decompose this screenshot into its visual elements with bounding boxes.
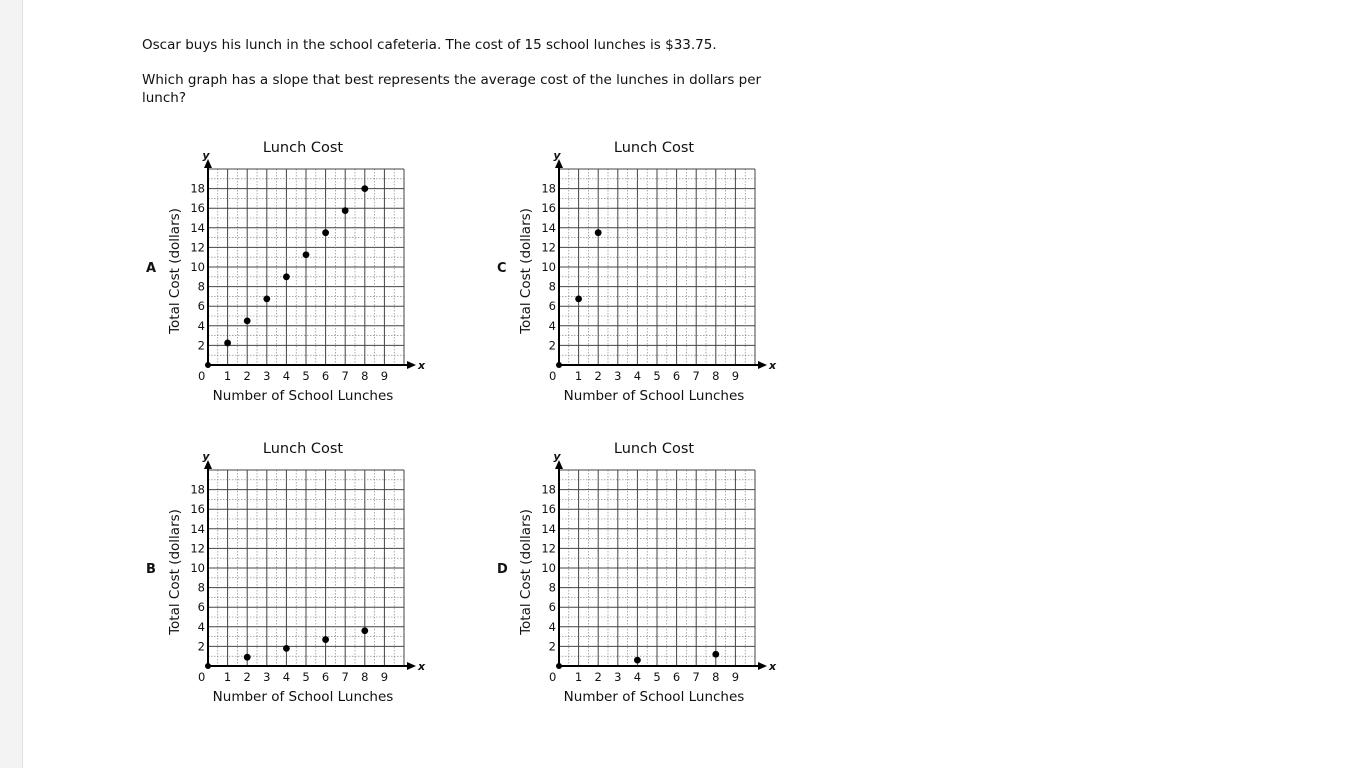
x-tick-label: 5	[653, 670, 661, 684]
x-tick-label: 8	[712, 369, 720, 383]
x-tick-label: 1	[223, 369, 232, 383]
y-tick-label: 12	[541, 240, 556, 255]
y-tick-label: 8	[197, 580, 205, 595]
x-axis-letter: x	[418, 359, 426, 372]
lunch-cost-chart	[140, 135, 430, 410]
x-tick-label: 9	[731, 670, 740, 684]
y-tick-label: 18	[190, 181, 205, 196]
x-axis-label: Number of School Lunches	[212, 388, 394, 404]
y-tick-label: 14	[541, 521, 556, 536]
x-tick-label: 3	[263, 670, 271, 684]
x-tick-label: 8	[712, 670, 720, 684]
x-axis-arrow	[758, 361, 767, 369]
grid	[559, 470, 755, 666]
question-line-1: Oscar buys his lunch in the school cafeteria. The cost of 15 school lunches is $33.75.	[142, 37, 717, 53]
chart-title: Lunch Cost	[262, 140, 344, 156]
x-tick-label: 2	[594, 369, 602, 383]
option-letter: B	[146, 562, 156, 577]
y-tick-label: 2	[197, 639, 205, 654]
option-letter: D	[497, 562, 508, 577]
data-point	[283, 273, 290, 280]
x-tick-label: 3	[263, 369, 271, 383]
y-axis-letter: y	[553, 149, 561, 162]
x-tick-label: 3	[614, 369, 622, 383]
x-tick-label: 8	[361, 369, 369, 383]
grid	[208, 470, 404, 666]
x-axis-letter: x	[769, 660, 777, 673]
data-point	[361, 185, 368, 192]
x-tick-label: 4	[633, 670, 642, 684]
y-tick-label: 12	[190, 240, 205, 255]
x-axis-letter: x	[769, 359, 777, 372]
y-tick-label: 10	[541, 260, 556, 274]
y-tick-label: 16	[541, 201, 556, 216]
y-tick-label: 18	[541, 181, 556, 196]
y-tick-label: 4	[548, 318, 556, 333]
x-axis-arrow	[758, 662, 767, 670]
x-tick-label: 6	[672, 670, 681, 684]
chart-title: Lunch Cost	[262, 441, 344, 457]
y-tick-label: 4	[548, 619, 556, 634]
chart-option-d[interactable]	[491, 436, 781, 715]
lunch-cost-chart	[140, 436, 430, 711]
y-tick-label: 8	[548, 279, 556, 294]
y-tick-label: 16	[541, 502, 556, 517]
lunch-cost-chart	[491, 436, 781, 711]
data-point	[575, 295, 582, 302]
y-tick-label: 4	[197, 619, 205, 634]
data-point	[283, 645, 290, 652]
chart-title: Lunch Cost	[613, 140, 695, 156]
x-tick-label: 6	[321, 369, 330, 383]
question-line-2: Which graph has a slope that best represents the average cost of the lunches in dollars per lunch?	[142, 72, 762, 106]
chart-option-b[interactable]	[140, 436, 430, 715]
y-tick-label: 8	[197, 279, 205, 294]
x-tick-label: 6	[321, 670, 330, 684]
data-point	[712, 651, 719, 658]
x-tick-label: 6	[672, 369, 681, 383]
y-tick-label: 2	[548, 338, 556, 353]
x-tick-label: 2	[243, 369, 251, 383]
y-tick-label: 18	[541, 482, 556, 497]
question-text	[142, 36, 802, 124]
option-letter: A	[146, 261, 157, 276]
x-tick-label: 8	[361, 670, 369, 684]
data-point	[634, 657, 641, 664]
data-point	[303, 251, 310, 258]
x-tick-label: 4	[633, 369, 642, 383]
chart-option-c[interactable]	[491, 135, 781, 414]
x-tick-label: 7	[692, 670, 700, 684]
y-tick-label: 2	[548, 639, 556, 654]
y-tick-label: 6	[197, 299, 205, 314]
y-tick-label: 12	[541, 541, 556, 556]
x-axis-arrow	[407, 361, 416, 369]
y-tick-label: 10	[541, 561, 556, 575]
origin-label: 0	[549, 670, 557, 684]
y-axis-letter: y	[202, 149, 210, 162]
data-point	[244, 654, 251, 661]
x-axis-label: Number of School Lunches	[563, 388, 745, 404]
y-tick-label: 6	[548, 299, 556, 314]
chart-option-a[interactable]	[140, 135, 430, 414]
data-point	[224, 340, 231, 347]
x-tick-label: 2	[594, 670, 602, 684]
lunch-cost-chart	[491, 135, 781, 410]
x-tick-label: 1	[574, 369, 583, 383]
data-point	[322, 229, 329, 236]
y-tick-label: 14	[190, 521, 205, 536]
y-tick-label: 14	[541, 220, 556, 235]
y-tick-label: 6	[197, 600, 205, 615]
x-tick-label: 5	[302, 369, 310, 383]
x-tick-label: 7	[341, 369, 349, 383]
y-tick-label: 10	[190, 561, 205, 575]
y-axis-letter: y	[553, 450, 561, 463]
left-gutter	[0, 0, 23, 768]
data-point	[595, 229, 602, 236]
y-axis-label: Total Cost (dollars)	[167, 208, 183, 334]
y-tick-label: 2	[197, 338, 205, 353]
x-tick-label: 9	[380, 369, 389, 383]
origin-point	[556, 362, 562, 368]
x-tick-label: 9	[380, 670, 389, 684]
x-tick-label: 2	[243, 670, 251, 684]
x-tick-label: 9	[731, 369, 740, 383]
option-letter: C	[497, 261, 507, 276]
x-tick-label: 3	[614, 670, 622, 684]
x-tick-label: 7	[692, 369, 700, 383]
x-axis-label: Number of School Lunches	[563, 689, 745, 705]
y-axis-letter: y	[202, 450, 210, 463]
x-tick-label: 5	[653, 369, 661, 383]
origin-point	[205, 663, 211, 669]
origin-point	[205, 362, 211, 368]
origin-point	[556, 663, 562, 669]
y-tick-label: 14	[190, 220, 205, 235]
y-tick-label: 16	[190, 201, 205, 216]
y-tick-label: 12	[190, 541, 205, 556]
y-axis-label: Total Cost (dollars)	[167, 509, 183, 635]
x-tick-label: 4	[282, 369, 291, 383]
x-tick-label: 1	[223, 670, 232, 684]
y-axis-label: Total Cost (dollars)	[518, 208, 534, 334]
y-tick-label: 4	[197, 318, 205, 333]
data-point	[244, 318, 251, 325]
origin-label: 0	[198, 670, 206, 684]
origin-label: 0	[198, 369, 206, 383]
x-axis-arrow	[407, 662, 416, 670]
x-axis-label: Number of School Lunches	[212, 689, 394, 705]
y-axis-label: Total Cost (dollars)	[518, 509, 534, 635]
x-axis-letter: x	[418, 660, 426, 673]
y-tick-label: 18	[190, 482, 205, 497]
data-point	[263, 295, 270, 302]
data-point	[361, 627, 368, 634]
y-tick-label: 10	[190, 260, 205, 274]
grid	[559, 169, 755, 365]
x-tick-label: 5	[302, 670, 310, 684]
x-tick-label: 4	[282, 670, 291, 684]
origin-label: 0	[549, 369, 557, 383]
grid	[208, 169, 404, 365]
x-tick-label: 7	[341, 670, 349, 684]
data-point	[322, 636, 329, 643]
chart-title: Lunch Cost	[613, 441, 695, 457]
y-tick-label: 6	[548, 600, 556, 615]
y-tick-label: 8	[548, 580, 556, 595]
data-point	[342, 207, 349, 214]
y-tick-label: 16	[190, 502, 205, 517]
x-tick-label: 1	[574, 670, 583, 684]
